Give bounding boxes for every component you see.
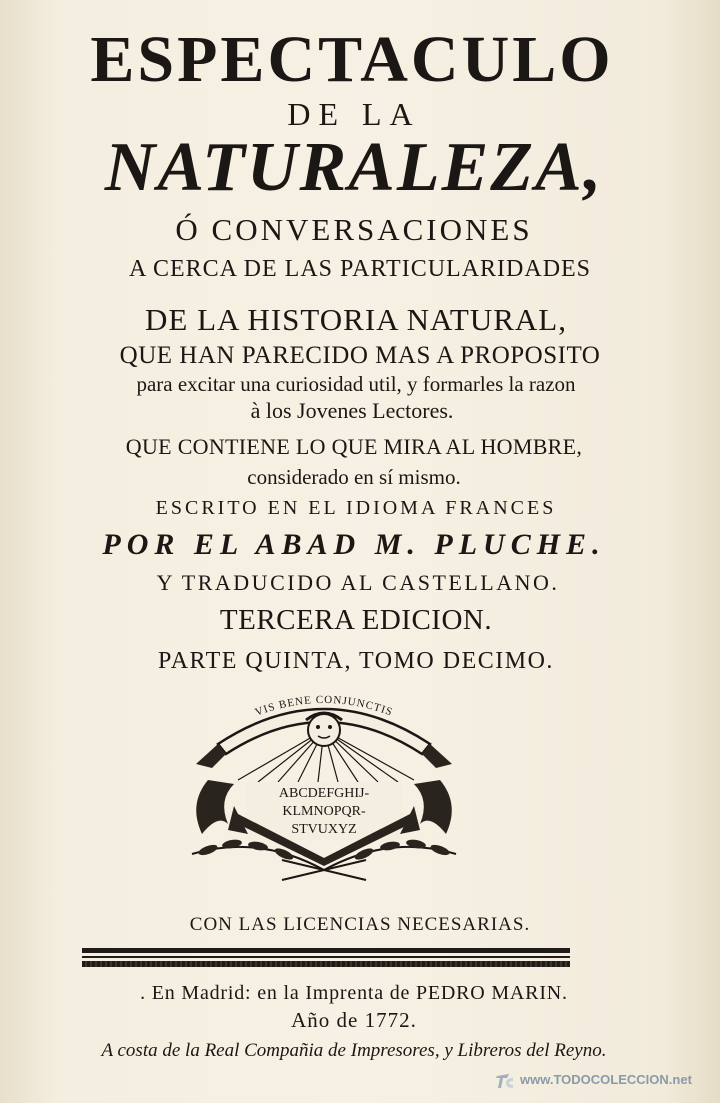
contents-line-1: QUE CONTIENE LO QUE MIRA AL HOMBRE, xyxy=(125,434,583,459)
right-ribbon-icon xyxy=(414,780,452,834)
title-line-de-la: DE LA xyxy=(287,96,421,132)
printer-emblem xyxy=(178,684,470,884)
watermark[interactable] xyxy=(494,1068,714,1092)
subtitle-line-4: QUE HAN PARECIDO MAS A PROPOSITO xyxy=(119,342,601,369)
title-line-espectaculo: ESPECTACULO xyxy=(90,23,614,96)
alphabet-line-3: STVUXYZ xyxy=(291,822,357,837)
emblem-motto: VIS BENE CONJUNCTIS xyxy=(253,693,395,719)
subtitle-line-6: à los Jovenes Lectores. xyxy=(250,398,454,423)
author-line: POR EL ABAD M. PLUCHE. xyxy=(102,528,606,561)
subtitle-line-1: Ó CONVERSACIONES xyxy=(175,212,533,247)
subtitle-line-3: DE LA HISTORIA NATURAL, xyxy=(145,302,567,337)
volume-line: PARTE QUINTA, TOMO DECIMO. xyxy=(158,648,554,674)
edition-line: TERCERA EDICION. xyxy=(219,604,493,636)
licence-line: CON LAS LICENCIAS NECESARIAS. xyxy=(189,914,531,935)
subtitle-line-2: A CERCA DE LAS PARTICULARIDADES xyxy=(128,256,592,282)
alphabet-line-1: ABCDEFGHIJ- xyxy=(278,786,370,801)
rule-thick xyxy=(82,948,570,953)
contents-line-2: considerado en sí mismo. xyxy=(247,465,461,489)
alphabet-line-2: KLMNOPQR- xyxy=(282,804,366,819)
rule-thin xyxy=(82,956,570,958)
watermark-text: www.TODOCOLECCION.net xyxy=(520,1072,692,1087)
imprint-line-1: . En Madrid: en la Imprenta de PEDRO MARIN. xyxy=(140,982,568,1004)
written-in-line: ESCRITO EN EL IDIOMA FRANCES xyxy=(155,497,557,519)
left-ribbon-icon xyxy=(196,780,234,834)
title-line-naturaleza: NATURALEZA, xyxy=(104,129,604,206)
rule-ornamental xyxy=(82,961,570,967)
subtitle-line-5: para excitar una curiosidad util, y formarles la razon xyxy=(136,372,576,396)
imprint-line-2: Año de 1772. xyxy=(291,1008,417,1032)
translated-line: Y TRADUCIDO AL CASTELLANO. xyxy=(156,570,560,595)
todocoleccion-logo-icon xyxy=(494,1070,516,1092)
imprint-line-3: A costa de la Real Compañia de Impresores, y Libreros del Reyno. xyxy=(101,1040,607,1061)
